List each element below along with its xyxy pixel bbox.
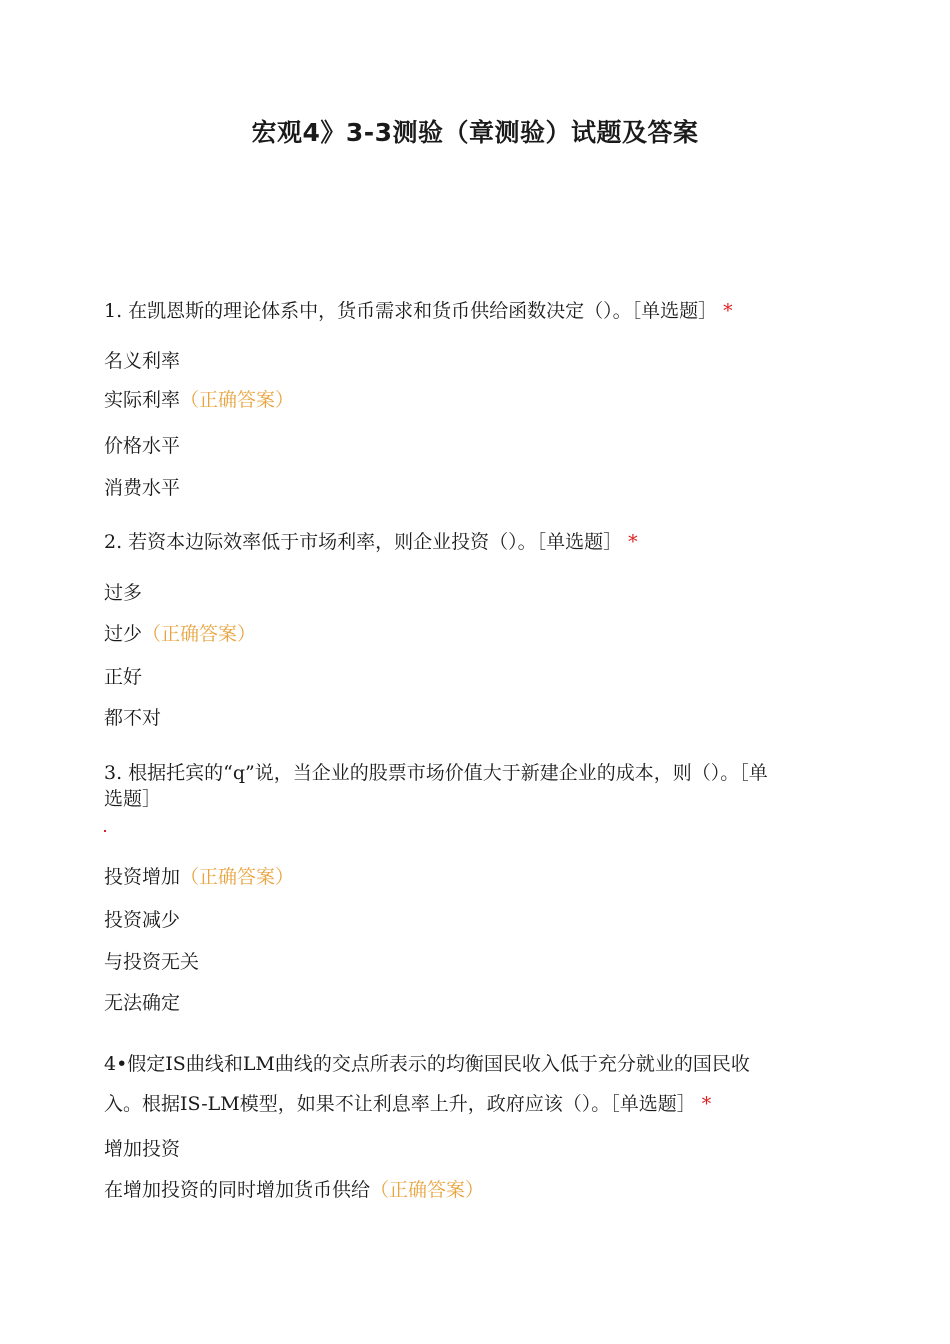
question-2 bbox=[104, 529, 834, 555]
question-3-option-c[interactable]: 与投资无关 bbox=[104, 951, 200, 973]
question-3-option-b[interactable]: 投资减少 bbox=[104, 909, 181, 931]
question-2-text: 2. 若资本边际效率低于市场利率，则企业投资（）。［单选题］ bbox=[104, 531, 623, 553]
question-3-option-d[interactable]: 无法确定 bbox=[104, 992, 181, 1014]
question-4-text-line-2-wrap bbox=[104, 1084, 834, 1124]
question-1 bbox=[104, 298, 834, 324]
question-4-option-a[interactable]: 增加投资 bbox=[104, 1138, 181, 1160]
question-1-option-c[interactable]: 价格水平 bbox=[104, 435, 181, 457]
question-4-option-b[interactable]: 在增加投资的同时增加货币供给（正确答案） bbox=[104, 1179, 485, 1201]
correct-answer-tag: （正确答案） bbox=[142, 623, 257, 645]
question-3 bbox=[104, 760, 834, 812]
question-4-text-line-1: 4•假定IS曲线和LM曲线的交点所表示的均衡国民收入低于充分就业的国民收 bbox=[104, 1053, 750, 1075]
required-asterisk: * bbox=[628, 531, 638, 553]
question-1-text: 1. 在凯恩斯的理论体系中，货币需求和货币供给函数决定（）。［单选题］ bbox=[104, 300, 718, 322]
correct-answer-tag: （正确答案） bbox=[180, 866, 295, 888]
correct-answer-tag: （正确答案） bbox=[370, 1179, 485, 1201]
question-3-text-line-2: 选题］ bbox=[104, 788, 162, 810]
question-1-option-b[interactable]: 实际利率（正确答案） bbox=[104, 389, 295, 411]
required-asterisk: * bbox=[701, 1093, 712, 1115]
required-asterisk: * bbox=[723, 300, 733, 322]
question-4 bbox=[104, 1044, 834, 1124]
question-2-option-c[interactable]: 正好 bbox=[104, 666, 143, 688]
question-4-text-line-2: 入。根据IS-LM模型，如果不让利息率上升，政府应该（）。［单选题］ bbox=[104, 1093, 696, 1115]
question-3-option-a[interactable]: 投资增加（正确答案） bbox=[104, 866, 295, 888]
question-2-option-a[interactable]: 过多 bbox=[104, 582, 143, 604]
question-1-option-a[interactable]: 名义利率 bbox=[104, 350, 181, 372]
question-2-option-b[interactable]: 过少（正确答案） bbox=[104, 623, 257, 645]
question-3-text-line-1: 3. 根据托宾的“q”说，当企业的股票市场价值大于新建企业的成本，则（）。［单 bbox=[104, 762, 768, 784]
correct-answer-tag: （正确答案） bbox=[180, 389, 295, 411]
page-title: 宏观4》3-3测验（章测验）试题及答案 bbox=[251, 118, 699, 147]
stray-mark bbox=[104, 830, 106, 832]
question-2-option-d[interactable]: 都不对 bbox=[104, 707, 162, 729]
question-1-option-d[interactable]: 消费水平 bbox=[104, 477, 181, 499]
